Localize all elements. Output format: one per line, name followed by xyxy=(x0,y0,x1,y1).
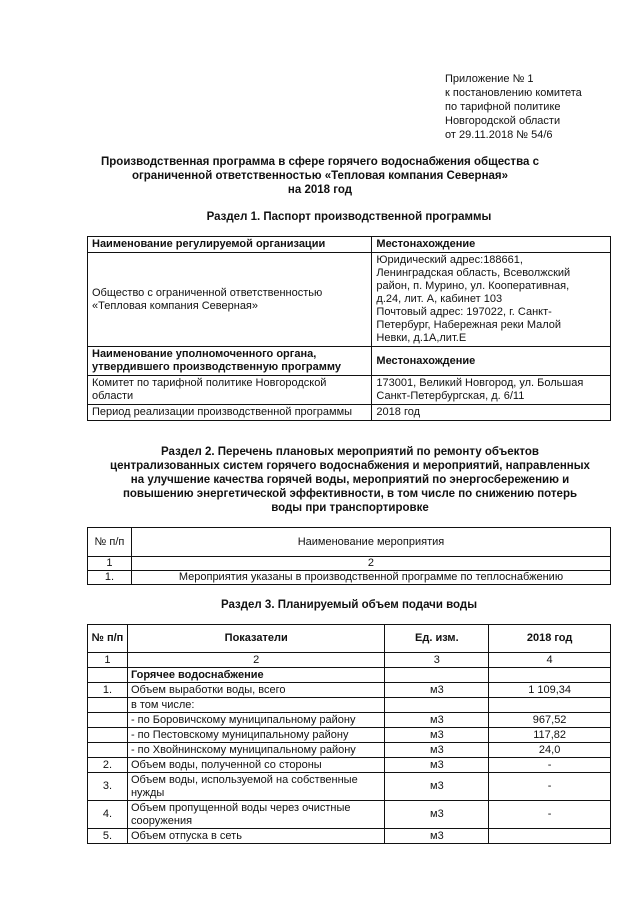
table-row xyxy=(88,773,611,801)
index-cell: 3 xyxy=(385,653,489,668)
table-row xyxy=(88,728,611,743)
title-line: Производственная программа в сфере горячего водоснабжения общества с xyxy=(101,156,539,168)
unit-cell: м3 xyxy=(385,743,489,758)
events-table xyxy=(87,527,611,585)
row-number-cell: 4. xyxy=(88,801,128,829)
table-row xyxy=(88,557,611,571)
event-text-cell: Мероприятия указаны в производственной программе по теплоснабжению xyxy=(131,571,610,585)
indicator-cell: Объем отпуска в сеть xyxy=(127,829,385,844)
table-row xyxy=(88,405,611,421)
value-cell: 117,82 xyxy=(489,728,611,743)
row-number-cell xyxy=(88,743,128,758)
address-line: Ленинградская область, Всеволжский xyxy=(376,267,571,279)
empty-cell xyxy=(88,668,128,683)
table-row xyxy=(88,653,611,668)
unit-cell: м3 xyxy=(385,829,489,844)
unit-cell: м3 xyxy=(385,683,489,698)
table-row xyxy=(88,237,611,253)
title-line: на 2018 год xyxy=(287,184,353,196)
table-row xyxy=(88,758,611,773)
unit-cell: м3 xyxy=(385,728,489,743)
unit-cell: м3 xyxy=(385,758,489,773)
value-cell: 24,0 xyxy=(489,743,611,758)
value-cell xyxy=(489,829,611,844)
table-row xyxy=(88,625,611,653)
value-cell: - xyxy=(489,773,611,801)
index-cell: 1 xyxy=(88,557,132,571)
address-line: район, п. Мурино, ул. Кооперативная, xyxy=(376,280,570,292)
title-line: ограниченной ответственностью «Тепловая компания Северная» xyxy=(131,170,509,182)
heading-line: Раздел 2. Перечень плановых мероприятий по ремонту объектов xyxy=(161,446,539,458)
header-cell: Наименование мероприятия xyxy=(131,528,610,557)
row-number-cell: 3. xyxy=(88,773,128,801)
appendix-line: по тарифной политике xyxy=(445,101,561,113)
address-line: д.24, лит. А, кабинет 103 xyxy=(376,293,503,305)
address-line: Петербург, Набережная реки Малой xyxy=(376,319,562,331)
table-row xyxy=(88,376,611,405)
org-name-cell: Общество с ограниченной ответственностью «Тепловая компания Северная» xyxy=(88,253,372,347)
authority-name-cell: Комитет по тарифной политике Новгородской области xyxy=(88,376,372,405)
table-row xyxy=(88,253,611,347)
indicator-cell: в том числе: xyxy=(127,698,385,713)
address-line: Юридический адрес:188661, xyxy=(376,254,523,266)
header-cell: Наименование уполномоченного органа, утвердившего производственную программу xyxy=(88,347,372,376)
period-value-cell: 2018 год xyxy=(372,405,611,421)
table-row xyxy=(88,683,611,698)
passport-table xyxy=(87,236,611,421)
period-label-cell: Период реализации производственной программы xyxy=(88,405,372,421)
table-row xyxy=(88,829,611,844)
section1-heading: Раздел 1. Паспорт производственной программы xyxy=(206,211,492,223)
row-number-cell: 5. xyxy=(88,829,128,844)
row-number-cell xyxy=(88,728,128,743)
address-line: Почтовый адрес: 197022, г. Санкт- xyxy=(376,306,552,318)
index-cell: 2 xyxy=(131,557,610,571)
value-cell: - xyxy=(489,758,611,773)
row-number-cell: 1. xyxy=(88,571,132,585)
appendix-line: Новгородской области xyxy=(445,115,561,127)
header-cell: 2018 год xyxy=(489,625,611,653)
row-number-cell: 1. xyxy=(88,683,128,698)
header-cell: Местонахождение xyxy=(372,347,611,376)
appendix-line: от 29.11.2018 № 54/6 xyxy=(445,129,553,141)
document-title xyxy=(80,155,560,197)
table-row xyxy=(88,713,611,728)
heading-line: на улучшение качества горячей воды, мероприятий по энергосбережению и xyxy=(130,474,570,486)
appendix-block xyxy=(445,72,582,142)
table-row xyxy=(88,801,611,829)
value-cell: 967,52 xyxy=(489,713,611,728)
index-cell: 2 xyxy=(127,653,385,668)
heading-line: повышению энергетической эффективности, в том числе по снижению потерь xyxy=(122,488,578,500)
row-number-cell: 2. xyxy=(88,758,128,773)
unit-cell: м3 xyxy=(385,713,489,728)
table-row xyxy=(88,571,611,585)
value-cell: - xyxy=(489,801,611,829)
indicator-cell: - по Боровичскому муниципальному району xyxy=(127,713,385,728)
unit-cell xyxy=(385,698,489,713)
appendix-line: к постановлению комитета xyxy=(445,87,582,99)
authority-address-cell: 173001, Великий Новгород, ул. Большая Санкт-Петербургская, д. 6/11 xyxy=(372,376,611,405)
indicator-cell: Объем выработки воды, всего xyxy=(127,683,385,698)
group-title-cell: Горячее водоснабжение xyxy=(127,668,385,683)
heading-line: централизованных систем горячего водоснабжения и мероприятий, направленных xyxy=(110,460,590,472)
header-cell: Показатели xyxy=(127,625,385,653)
table-row xyxy=(88,528,611,557)
address-line: Невки, д.1А,лит.Е xyxy=(376,332,467,344)
unit-cell: м3 xyxy=(385,801,489,829)
empty-cell xyxy=(385,668,489,683)
value-cell: 1 109,34 xyxy=(489,683,611,698)
org-address-cell xyxy=(372,253,611,347)
section3-heading: Раздел 3. Планируемый объем подачи воды xyxy=(220,599,478,611)
table-row xyxy=(88,698,611,713)
heading-line: воды при транспортировке xyxy=(271,502,429,514)
volume-table xyxy=(87,624,611,844)
section2-heading xyxy=(80,445,620,515)
table-row xyxy=(88,347,611,376)
row-number-cell xyxy=(88,713,128,728)
header-cell: № п/п xyxy=(88,625,128,653)
header-cell: Наименование регулируемой организации xyxy=(88,237,372,253)
header-cell: Местонахождение xyxy=(372,237,611,253)
value-cell xyxy=(489,698,611,713)
header-cell: № п/п xyxy=(88,528,132,557)
indicator-cell: Объем воды, полученной со стороны xyxy=(127,758,385,773)
row-number-cell xyxy=(88,698,128,713)
index-cell: 4 xyxy=(489,653,611,668)
empty-cell xyxy=(489,668,611,683)
unit-cell: м3 xyxy=(385,773,489,801)
indicator-cell: Объем воды, используемой на собственные нужды xyxy=(127,773,385,801)
header-cell: Ед. изм. xyxy=(385,625,489,653)
table-row xyxy=(88,743,611,758)
indicator-cell: - по Пестовскому муниципальному району xyxy=(127,728,385,743)
table-row xyxy=(88,668,611,683)
index-cell: 1 xyxy=(88,653,128,668)
indicator-cell: Объем пропущенной воды через очистные сооружения xyxy=(127,801,385,829)
indicator-cell: - по Хвойнинскому муниципальному району xyxy=(127,743,385,758)
appendix-line: Приложение № 1 xyxy=(445,73,534,85)
